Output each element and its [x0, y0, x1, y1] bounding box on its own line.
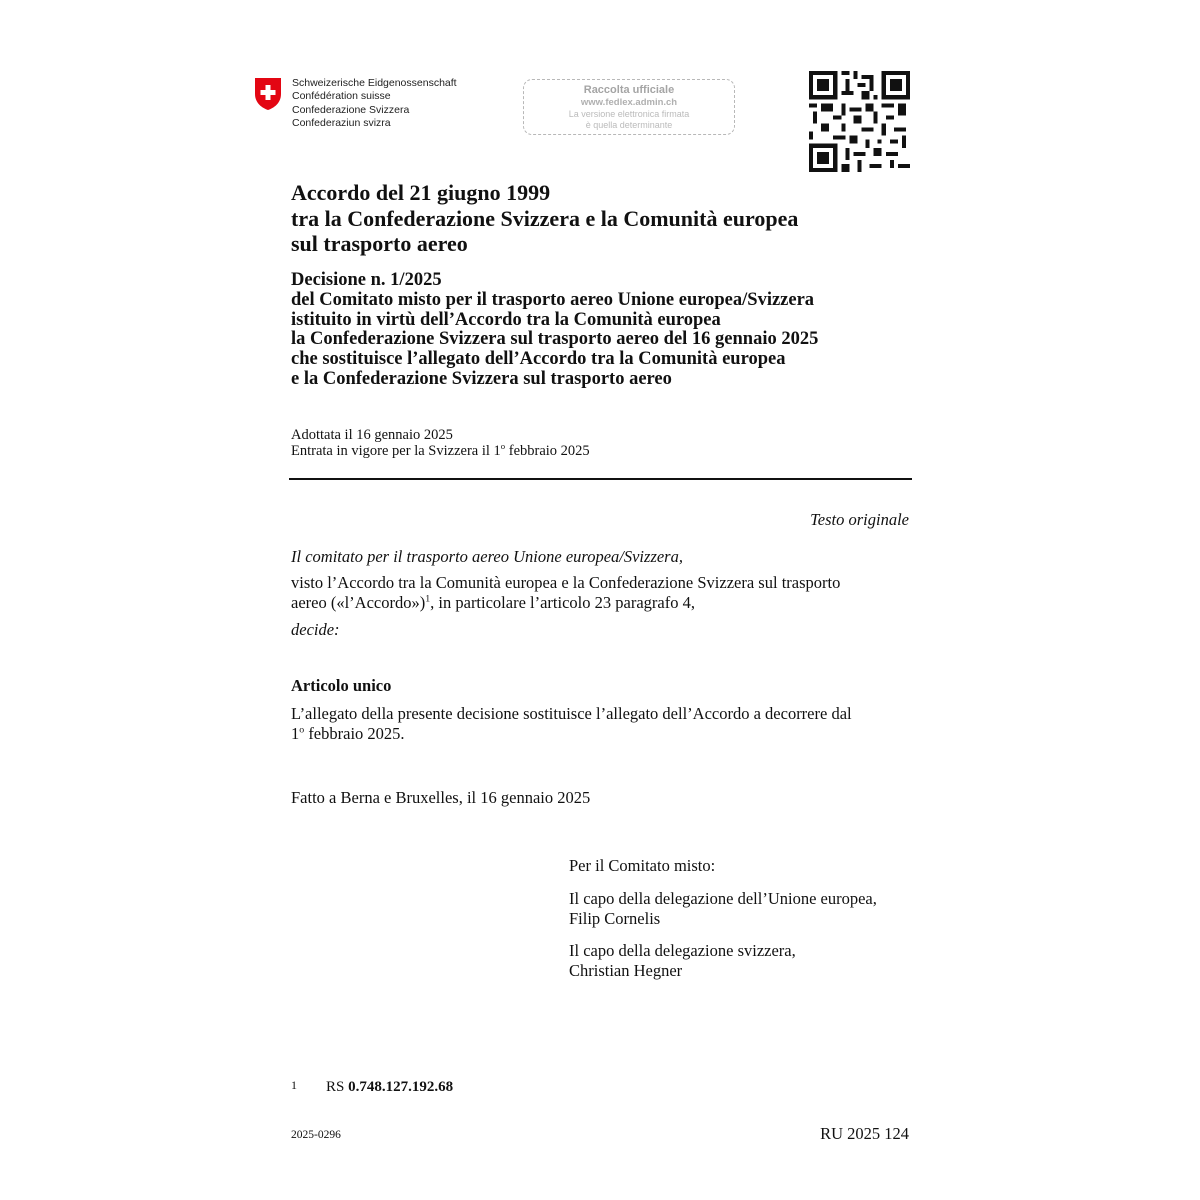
document-number: 2025-0296	[291, 1129, 341, 1141]
for-committee-label: Per il Comitato misto:	[569, 856, 716, 875]
institution-name-fr: Confédération suisse	[292, 90, 391, 103]
decision-title-line1: Decisione n. 1/2025	[291, 270, 442, 290]
eu-head-name: Filip Cornelis	[569, 908, 661, 928]
article-text-line1: L’allegato della presente decisione sostituisce l’allegato dell’Accordo a decorrere dal	[291, 704, 852, 723]
agreement-title-line1: Accordo del 21 giugno 1999	[291, 180, 551, 205]
original-text-label: Testo originale	[810, 510, 909, 529]
article-title: Articolo unico	[291, 676, 392, 695]
institution-names	[292, 77, 457, 130]
decision-title	[291, 271, 818, 390]
footnote-rs-link[interactable]: 0.748.127.192.68	[348, 1079, 454, 1095]
eu-head-title: Il capo della delegazione dell’Unione europea,	[569, 889, 877, 908]
footnote-reference[interactable]: 1	[425, 593, 431, 604]
considering-line1: visto l’Accordo tra la Comunità europea e la Confederazione Svizzera sul trasporto	[291, 573, 841, 592]
agreement-title-line3: sul trasporto aereo	[291, 231, 468, 256]
article-text	[291, 704, 852, 743]
decision-title-line6: e la Confederazione Svizzera sul trasporto aereo	[291, 368, 672, 389]
agreement-title-line2: tra la Confederazione Svizzera e la Comunità europea	[291, 205, 799, 231]
official-collection-stamp	[523, 79, 735, 135]
ch-head-title: Il capo della delegazione svizzera,	[569, 941, 796, 960]
institution-name-rm: Confederaziun svizra	[292, 116, 391, 129]
institution-name-it: Confederazione Svizzera	[292, 103, 410, 116]
stamp-note-line2: è quella determinante	[585, 120, 673, 130]
ch-delegation-signatory	[569, 941, 796, 980]
eu-delegation-signatory	[569, 889, 877, 928]
committee-preamble: Il comitato per il trasporto aereo Unione europea/Svizzera,	[291, 547, 683, 566]
swiss-coat-of-arms-icon	[253, 77, 283, 111]
divider	[289, 478, 912, 480]
decide-label: decide:	[291, 620, 340, 639]
stamp-title: Raccolta ufficiale	[583, 84, 675, 96]
stamp-note-line1: La versione elettronica firmata	[568, 109, 690, 119]
qr-code-icon	[809, 71, 910, 172]
agreement-title	[291, 180, 798, 257]
decision-title-line4: la Confederazione Svizzera sul trasporto aereo del 16 gennaio 2025	[291, 329, 819, 350]
institution-name-de: Schweizerische Eidgenossenschaft	[292, 77, 457, 89]
considering-line2: aereo («l’Accordo»)$^1$, in particolare l’articolo 23 paragrafo 4,	[291, 592, 695, 612]
article-text-line2: 1$^o$ febbraio 2025.	[291, 723, 405, 743]
ch-head-name: Christian Hegner	[569, 960, 683, 980]
adopted-date: Adottata il 16 gennaio 2025	[291, 427, 453, 443]
footnote-number: 1	[291, 1078, 297, 1092]
in-force-date: Entrata in vigore per la Svizzera il 1$^o$ febbraio 2025	[291, 441, 590, 459]
decision-title-line2: del Comitato misto per il trasporto aereo Unione europea/Svizzera	[291, 289, 815, 310]
considering-clause	[291, 573, 840, 612]
stamp-url: www.fedlex.admin.ch	[580, 97, 678, 108]
official-collection-number: RU 2025 124	[820, 1124, 909, 1143]
decision-title-line5: che sostituisce l’allegato dell’Accordo tra la Comunità europea	[291, 349, 786, 370]
decision-title-line3: istituito in virtù dell’Accordo tra la Comunità europea	[291, 309, 721, 330]
decision-dates	[291, 427, 590, 459]
footnote-text: RS 0.748.127.192.68	[326, 1079, 454, 1095]
place-and-date: Fatto a Berna e Bruxelles, il 16 gennaio 2025	[291, 788, 591, 807]
